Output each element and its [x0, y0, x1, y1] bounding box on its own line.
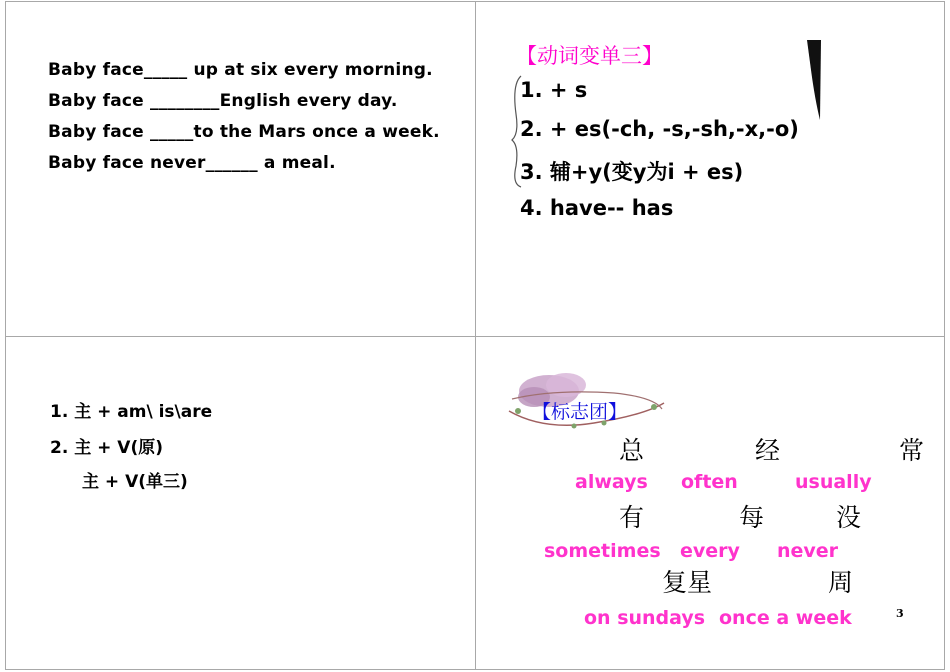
signal-words-title: 【标志团】: [532, 401, 628, 423]
rule-line-1: 1. + s: [520, 78, 588, 102]
cn-word-chang: 常: [899, 436, 925, 465]
rule-line-2: 2. + es(-ch, -s,-sh,-x,-o): [520, 117, 799, 141]
word-never: never: [777, 540, 839, 562]
structure-line-1: 1. 主 + am\ is\are: [50, 402, 213, 422]
cn-word-zong: 总: [619, 436, 645, 465]
cn-word-you: 有: [619, 503, 645, 532]
word-always: always: [575, 471, 648, 493]
word-often: often: [681, 471, 738, 493]
cn-word-mei2: 没: [836, 503, 862, 532]
sentence-line-2: Baby face ________English every day.: [48, 91, 398, 111]
rule-line-3: 3. 辅+y(变y为i + es): [520, 160, 744, 184]
sentence-line-3: Baby face _____to the Mars once a week.: [48, 122, 440, 142]
sentence-line-4: Baby face never______ a meal.: [48, 153, 336, 173]
sentence-line-1: Baby face_____ up at six every morning.: [48, 60, 433, 80]
slide-panel-bottom-right: [475, 336, 945, 670]
word-every: every: [680, 540, 740, 562]
structure-line-2: 2. 主 + V(原): [50, 438, 163, 458]
word-sometimes: sometimes: [544, 540, 661, 562]
word-usually: usually: [795, 471, 872, 493]
word-on-sundays: on sundays: [584, 607, 706, 629]
structure-line-3: 主 + V(单三): [82, 472, 188, 492]
cn-word-mei: 每: [739, 503, 765, 532]
word-once-a-week: once a week: [719, 607, 852, 629]
rule-line-4: 4. have-- has: [520, 196, 674, 220]
page-number: 3: [896, 607, 904, 620]
slide-panel-top-right: [475, 1, 945, 337]
black-bar-decoration: [807, 40, 821, 120]
verb-rules-title: 【动词变单三】: [516, 44, 663, 68]
cn-word-zhou: 周: [828, 568, 854, 597]
cn-word-jing: 经: [755, 436, 781, 465]
slide-panel-top-left: [5, 1, 476, 337]
cn-word-fuxing: 复星: [662, 568, 713, 597]
slide-panel-bottom-left: [5, 336, 476, 670]
